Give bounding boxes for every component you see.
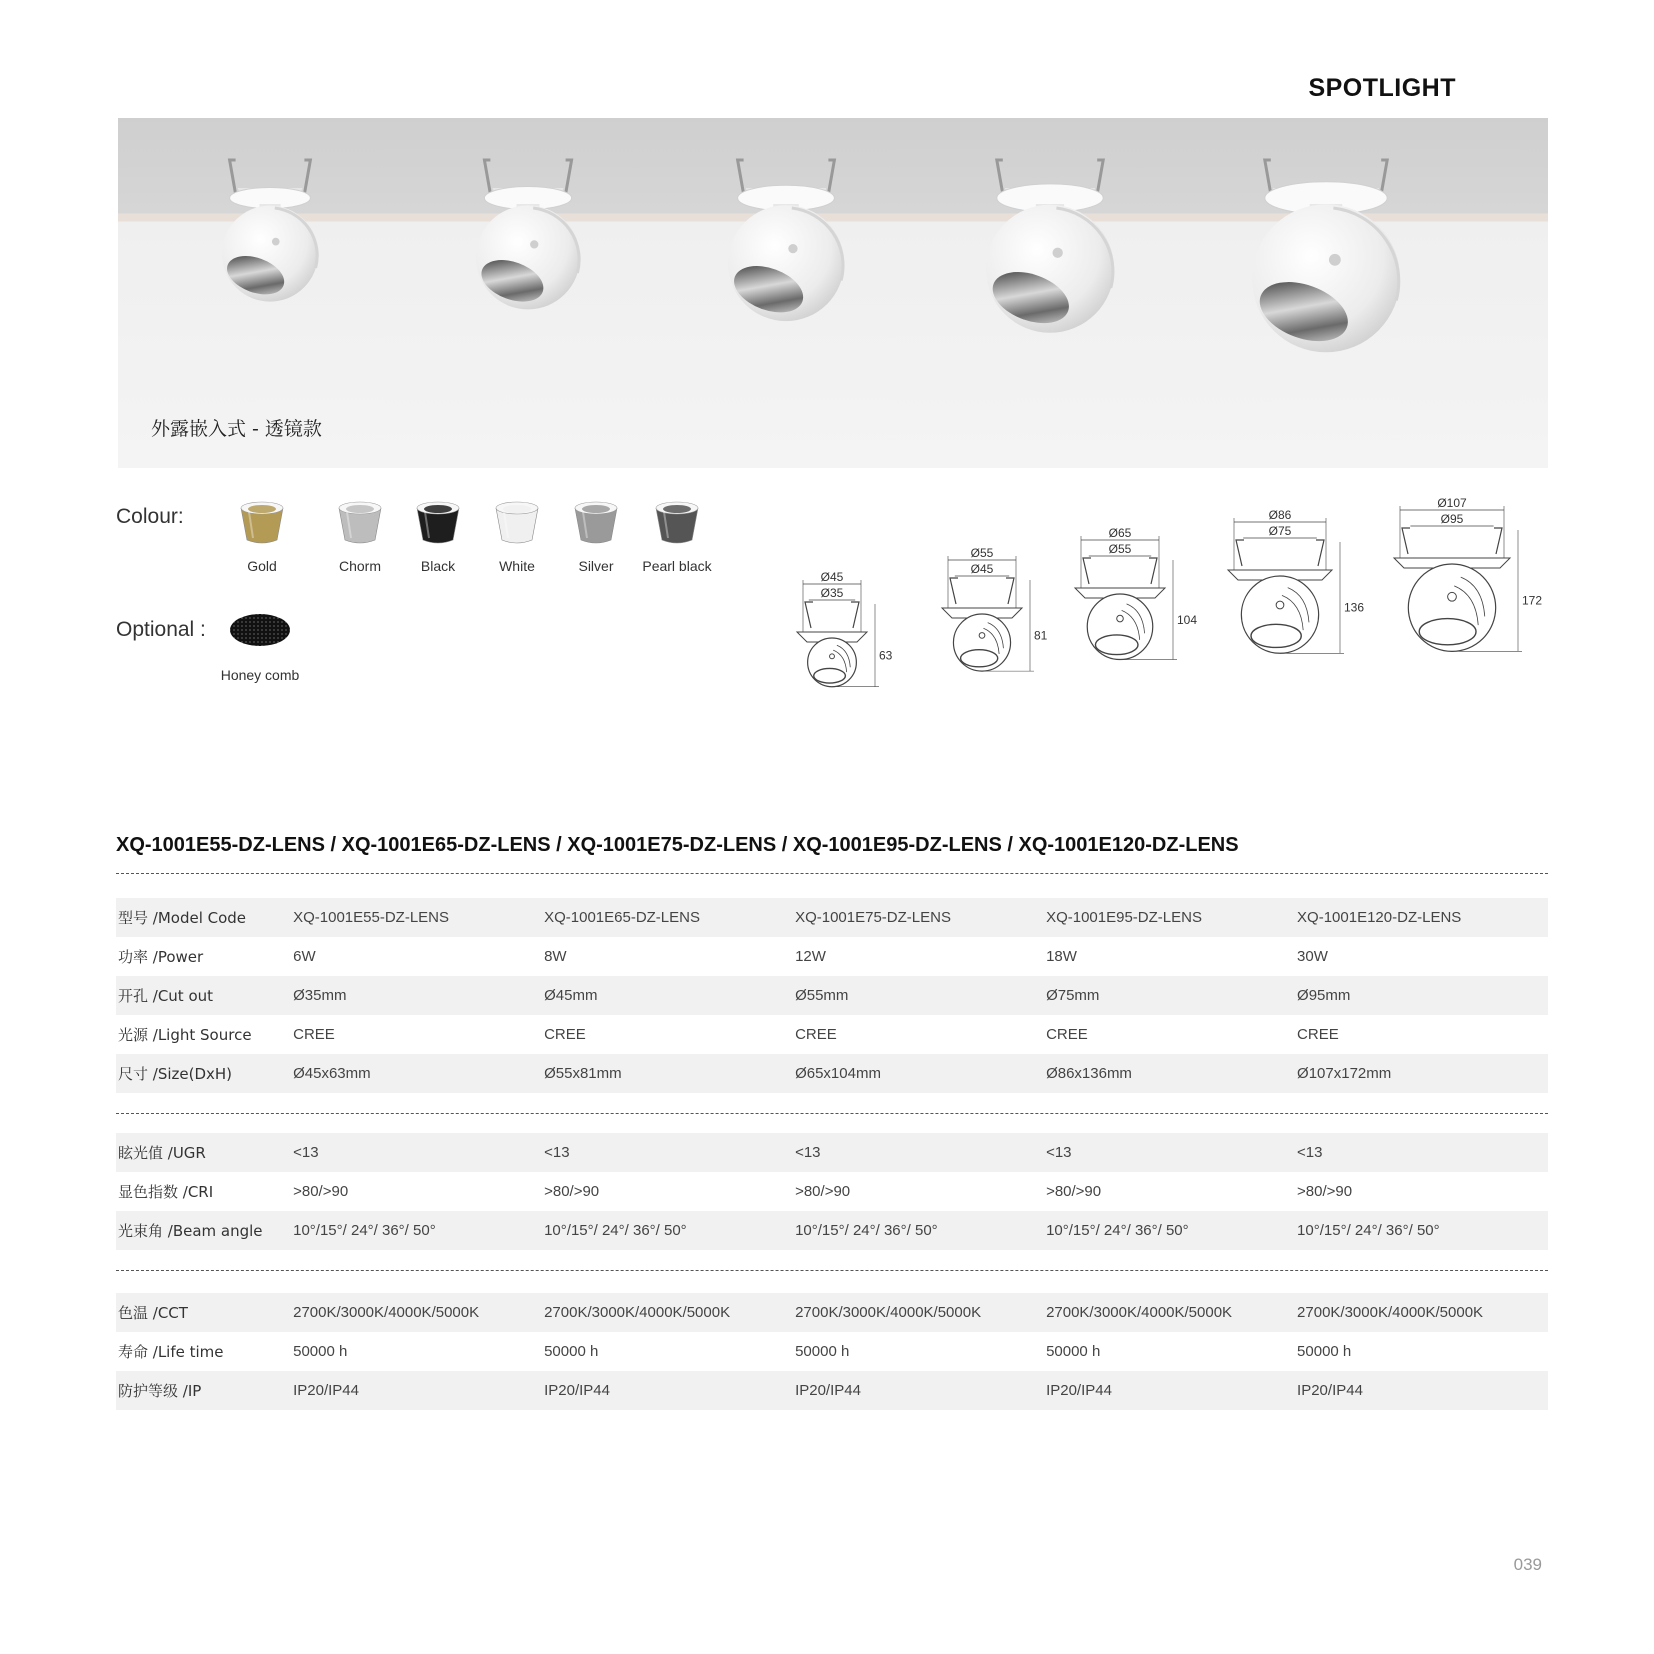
spec-value: 50000 h — [795, 1343, 850, 1360]
dimension-height: 63 — [879, 648, 893, 663]
spec-value: 50000 h — [544, 1343, 599, 1360]
spec-label: 光源 /Light Source — [118, 1026, 252, 1044]
colour-swatch-pearl-black — [632, 500, 722, 574]
spec-value: 10°/15°/ 24°/ 36°/ 50° — [544, 1222, 687, 1239]
colour-swatch-white — [472, 500, 562, 574]
spec-row — [116, 1054, 1548, 1093]
spec-row — [116, 1133, 1548, 1172]
dimension-height: 172 — [1522, 593, 1543, 608]
spec-value: <13 — [795, 1144, 821, 1161]
colour-swatch-black — [393, 500, 483, 574]
spec-value: XQ-1001E75-DZ-LENS — [795, 909, 951, 926]
colour-swatch-chorm — [315, 500, 405, 574]
spotlight-5 — [1252, 160, 1400, 352]
spec-value: IP20/IP44 — [293, 1382, 359, 1399]
spec-value: 10°/15°/ 24°/ 36°/ 50° — [1297, 1222, 1440, 1239]
spec-group-other — [116, 1293, 1548, 1410]
spotlight-2 — [476, 160, 580, 309]
spec-value: 10°/15°/ 24°/ 36°/ 50° — [1046, 1222, 1189, 1239]
colour-label: Colour: — [116, 505, 184, 528]
spec-label: 功率 /Power — [118, 948, 204, 966]
spec-value: 50000 h — [1297, 1343, 1352, 1360]
reflector-ring-icon — [571, 500, 621, 548]
spec-row — [116, 898, 1548, 937]
spec-group-basic — [116, 898, 1548, 1093]
spec-value: >80/>90 — [1046, 1183, 1102, 1200]
spotlight-4 — [986, 160, 1114, 333]
honeycomb-option — [215, 612, 305, 683]
spec-value: CREE — [1297, 1026, 1339, 1043]
spec-label: 色温 /CCT — [118, 1304, 188, 1322]
spec-value: 18W — [1046, 948, 1077, 965]
reflector-ring-icon — [335, 500, 385, 548]
spec-value: Ø45x63mm — [293, 1065, 371, 1082]
reflector-ring-icon — [413, 500, 463, 548]
spec-group-optics — [116, 1133, 1548, 1250]
spec-value: 2700K/3000K/4000K/5000K — [795, 1304, 982, 1321]
spec-value: 2700K/3000K/4000K/5000K — [1046, 1304, 1233, 1321]
page-title: SPOTLIGHT — [1308, 74, 1456, 102]
spotlight-3 — [728, 160, 844, 321]
drawing-1 — [797, 570, 893, 687]
hero-product-image — [118, 118, 1548, 468]
dimension-height: 104 — [1177, 612, 1198, 627]
spec-row — [116, 976, 1548, 1015]
spec-value: >80/>90 — [795, 1183, 851, 1200]
spec-row — [116, 937, 1548, 976]
spec-value: XQ-1001E95-DZ-LENS — [1046, 909, 1202, 926]
spec-label: 光束角 /Beam angle — [118, 1222, 263, 1240]
spec-value: 2700K/3000K/4000K/5000K — [544, 1304, 731, 1321]
honeycomb-label: Honey comb — [220, 667, 300, 683]
spec-value: <13 — [544, 1144, 570, 1161]
spec-value: >80/>90 — [293, 1183, 349, 1200]
spec-value: CREE — [795, 1026, 837, 1043]
swatch-label: Chorm — [338, 558, 381, 574]
models-title: XQ-1001E55-DZ-LENS / XQ-1001E65-DZ-LENS / XQ-1001E75-DZ-LENS / XQ-1001E95-DZ-LENS / XQ-1001E120-DZ-LENS — [116, 834, 1239, 856]
dimension-height: 136 — [1344, 600, 1365, 615]
drawing-3 — [1075, 526, 1197, 660]
spec-value: IP20/IP44 — [795, 1382, 861, 1399]
spec-value: 30W — [1297, 948, 1328, 965]
spec-value: IP20/IP44 — [1297, 1382, 1363, 1399]
dimension-outer-diameter: Ø45 — [820, 570, 844, 584]
drawing-4 — [1228, 508, 1364, 653]
spec-row — [116, 1332, 1548, 1371]
spec-label: 显色指数 /CRI — [118, 1183, 214, 1201]
spotlight-1 — [222, 160, 318, 302]
swatch-label: Pearl black — [642, 558, 712, 574]
spec-value: IP20/IP44 — [544, 1382, 610, 1399]
spec-row — [116, 1293, 1548, 1332]
swatch-label: Gold — [247, 558, 277, 574]
spec-value: XQ-1001E55-DZ-LENS — [293, 909, 450, 926]
spec-value: >80/>90 — [1297, 1183, 1353, 1200]
spotlights-illustration — [118, 118, 1548, 468]
swatch-label: White — [499, 558, 535, 574]
dimension-inner-diameter: Ø95 — [1440, 512, 1464, 526]
spec-row — [116, 1211, 1548, 1250]
dimension-outer-diameter: Ø86 — [1268, 508, 1292, 522]
divider — [116, 1113, 1548, 1114]
spec-value: Ø107x172mm — [1297, 1065, 1392, 1082]
dimension-inner-diameter: Ø45 — [970, 562, 994, 576]
hero-caption: 外露嵌入式 - 透镜款 — [151, 418, 322, 440]
spec-value: 10°/15°/ 24°/ 36°/ 50° — [795, 1222, 938, 1239]
swatch-label: Black — [420, 558, 456, 574]
spec-row — [116, 1371, 1548, 1410]
spec-value: 50000 h — [293, 1343, 348, 1360]
spec-value: <13 — [1046, 1144, 1072, 1161]
honeycomb-icon — [228, 612, 292, 648]
spec-value: XQ-1001E65-DZ-LENS — [544, 909, 700, 926]
spec-value: XQ-1001E120-DZ-LENS — [1297, 909, 1462, 926]
dimension-inner-diameter: Ø75 — [1268, 524, 1292, 538]
spec-value: <13 — [293, 1144, 319, 1161]
divider — [116, 873, 1548, 874]
spec-value: Ø75mm — [1046, 987, 1100, 1004]
spec-value: Ø55x81mm — [544, 1065, 622, 1082]
spec-value: Ø65x104mm — [795, 1065, 881, 1082]
spec-value: CREE — [1046, 1026, 1088, 1043]
divider — [116, 1270, 1548, 1271]
spec-value: 6W — [293, 948, 316, 965]
optional-label: Optional : — [116, 618, 206, 641]
colour-swatch-gold — [217, 500, 307, 574]
spec-value: Ø35mm — [293, 987, 347, 1004]
spec-label: 型号 /Model Code — [118, 909, 247, 927]
dimension-drawings — [780, 496, 1543, 730]
spec-value: CREE — [544, 1026, 586, 1043]
reflector-ring-icon — [237, 500, 287, 548]
spec-value: >80/>90 — [544, 1183, 600, 1200]
swatch-label: Silver — [578, 558, 614, 574]
spec-label: 寿命 /Life time — [118, 1343, 224, 1361]
dimension-outer-diameter: Ø107 — [1437, 496, 1467, 510]
spec-value: 2700K/3000K/4000K/5000K — [1297, 1304, 1484, 1321]
dimension-inner-diameter: Ø35 — [820, 586, 844, 600]
reflector-ring-icon — [492, 500, 542, 548]
dimension-outer-diameter: Ø65 — [1108, 526, 1132, 540]
spec-value: Ø45mm — [544, 987, 598, 1004]
spec-value: 8W — [544, 948, 567, 965]
drawing-2 — [942, 546, 1048, 671]
spec-label: 开孔 /Cut out — [118, 987, 214, 1005]
spec-value: CREE — [293, 1026, 335, 1043]
spec-value: IP20/IP44 — [1046, 1382, 1112, 1399]
dimension-outer-diameter: Ø55 — [970, 546, 994, 560]
spec-label: 防护等级 /IP — [118, 1382, 202, 1400]
spec-value: Ø95mm — [1297, 987, 1351, 1004]
dimension-inner-diameter: Ø55 — [1108, 542, 1132, 556]
spec-value: 10°/15°/ 24°/ 36°/ 50° — [293, 1222, 436, 1239]
spec-value: <13 — [1297, 1144, 1323, 1161]
spec-value: 12W — [795, 948, 826, 965]
reflector-ring-icon — [652, 500, 702, 548]
page-number: 039 — [1513, 1555, 1542, 1574]
spec-label: 眩光值 /UGR — [118, 1144, 206, 1162]
spec-value: Ø86x136mm — [1046, 1065, 1132, 1082]
spec-row — [116, 1172, 1548, 1211]
spec-value: 2700K/3000K/4000K/5000K — [293, 1304, 480, 1321]
spec-value: Ø55mm — [795, 987, 849, 1004]
drawing-5 — [1394, 496, 1542, 651]
colour-swatch-silver — [551, 500, 641, 574]
spec-value: 50000 h — [1046, 1343, 1101, 1360]
dimension-height: 81 — [1034, 628, 1048, 643]
spec-label: 尺寸 /Size(DxH) — [118, 1065, 233, 1083]
spec-row — [116, 1015, 1548, 1054]
